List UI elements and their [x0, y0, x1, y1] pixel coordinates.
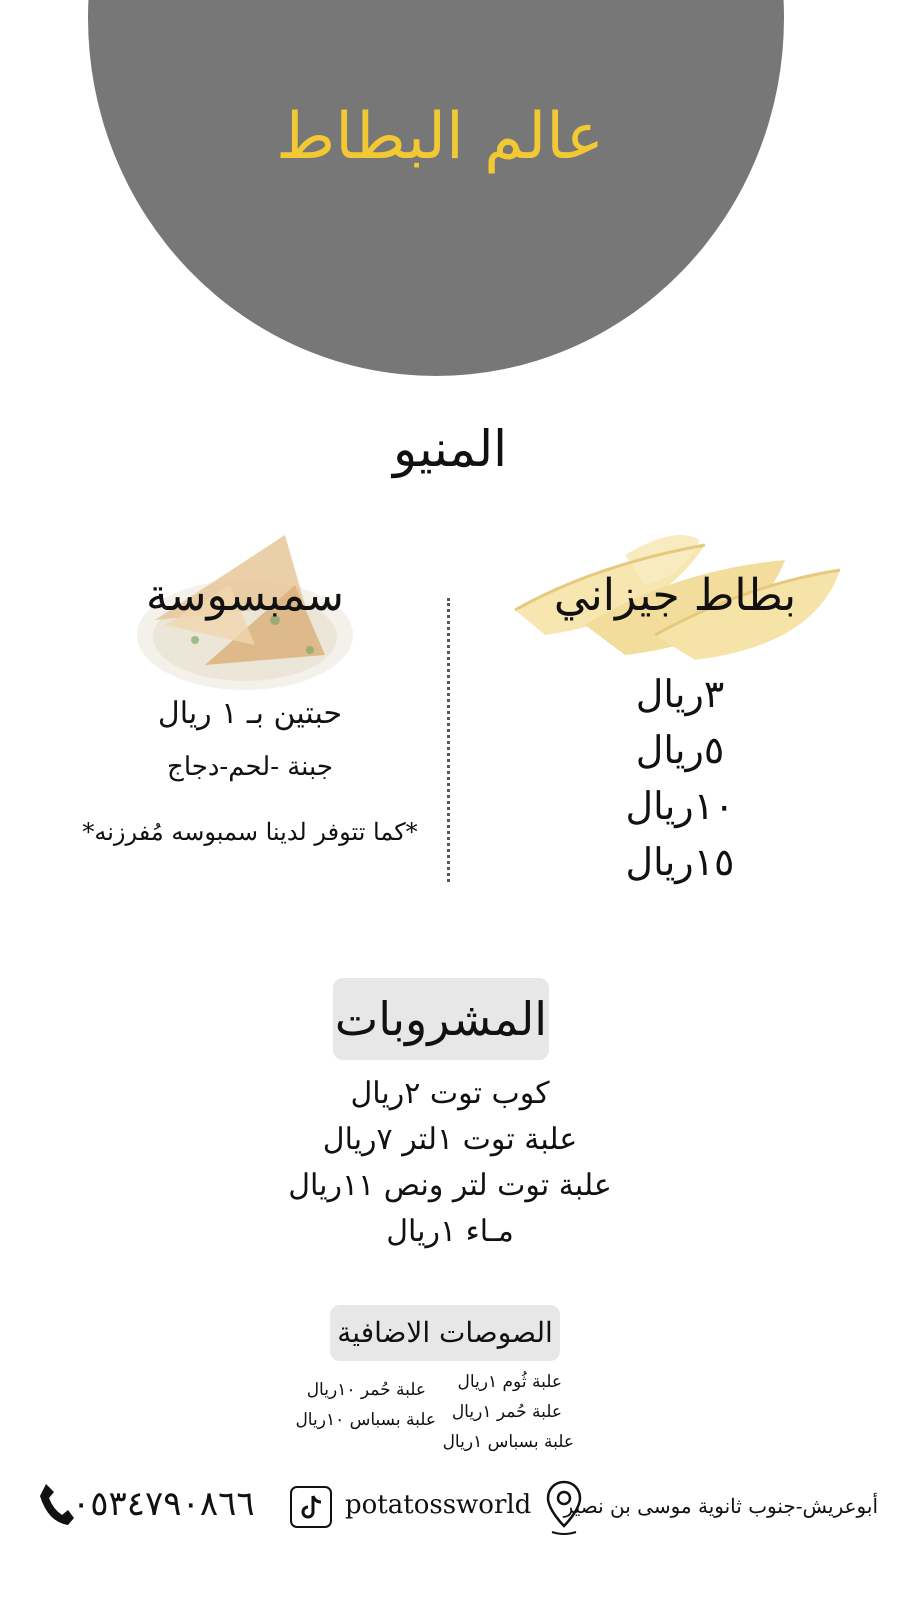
potato-price: ٣ريال	[635, 672, 725, 716]
potato-price: ١٠ريال	[625, 784, 735, 828]
header-circle	[88, 0, 784, 376]
sauce-item: علبة حُمر ١ريال	[451, 1402, 562, 1422]
samosa-fillings: جبنة -لحم-دجاج	[167, 752, 333, 782]
drink-item: مـاء ١ريال	[386, 1214, 514, 1249]
sauce-item: علبة بسباس ١ريال	[442, 1432, 574, 1452]
drink-item: علبة توت ١لتر ٧ريال	[322, 1122, 578, 1157]
potato-title: بطاط جيزاني	[553, 570, 797, 621]
drink-item: علبة توت لتر ونص ١١ريال	[288, 1168, 612, 1203]
samosa-price: حبتين بـ ١ ريال	[157, 696, 343, 731]
sauce-item: علبة حُمر ١٠ريال	[306, 1380, 426, 1400]
potato-price: ١٥ريال	[625, 840, 735, 884]
samosa-title: سمبسوسة	[145, 570, 345, 621]
drinks-heading: المشروبات	[334, 992, 548, 1046]
address: أبوعريش-جنوب ثانوية موسى بن نصير	[563, 1494, 878, 1518]
menu-heading: المنيو	[392, 420, 508, 478]
drink-item: كوب توت ٢ريال	[350, 1076, 550, 1111]
social-handle[interactable]: potatossworld	[345, 1490, 532, 1520]
brand-title: عالم البطاط	[276, 100, 604, 174]
sauces-heading: الصوصات الاضافية	[337, 1316, 553, 1349]
samosa-note: *كما تتوفر لدينا سمبوسه مُفرزنه*	[82, 818, 418, 846]
column-divider	[447, 598, 450, 882]
phone-number[interactable]: ٠٥٣٤٧٩٠٨٦٦	[72, 1484, 255, 1524]
sauce-item: علبة ثُوم ١ريال	[457, 1372, 562, 1392]
sauces-heading-pill	[330, 1305, 560, 1361]
tiktok-icon[interactable]	[289, 1485, 333, 1529]
sauce-item: علبة بسباس ١٠ريال	[295, 1410, 436, 1430]
potato-price: ٥ريال	[635, 728, 725, 772]
phone-icon	[38, 1482, 74, 1526]
drinks-heading-pill	[333, 978, 549, 1060]
